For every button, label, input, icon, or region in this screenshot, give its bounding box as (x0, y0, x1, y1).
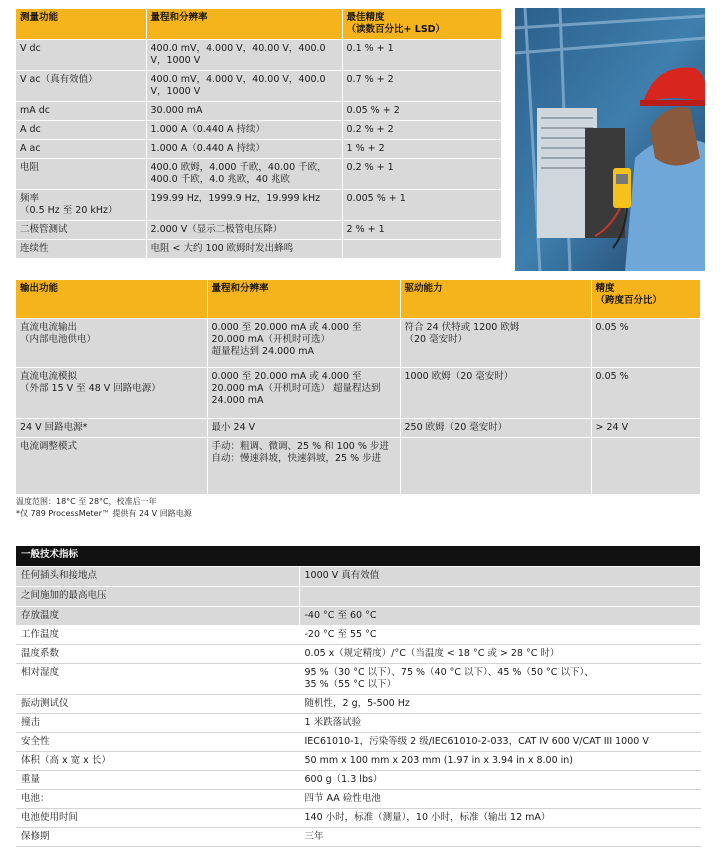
general-value: -20 °C 至 55 °C (299, 625, 700, 644)
measure-cell: 0.1 % + 1 (342, 40, 501, 71)
general-label: 重量 (16, 770, 299, 789)
table-row (16, 644, 700, 663)
measure-cell: 电阻 (16, 159, 146, 190)
measure-cell: A ac (16, 140, 146, 159)
output-cell: > 24 V (591, 418, 700, 437)
general-header: 一般技术指标 (16, 546, 700, 566)
measure-cell: 2 % + 1 (342, 221, 501, 240)
general-value: 1 米跌落试验 (299, 713, 700, 732)
table-row (16, 102, 501, 121)
measure-cell: 1.000 A（0.440 A 持续） (146, 140, 342, 159)
output-cell: 1000 欧姆（20 毫安时） (400, 367, 591, 418)
measure-header-accuracy: 最佳精度 （读数百分比+ LSD） (342, 9, 501, 40)
table-row (16, 770, 700, 789)
general-value: 600 g（1.3 lbs） (299, 770, 700, 789)
measure-cell: 二极管测试 (16, 221, 146, 240)
measure-cell: 电阻 < 大约 100 欧姆时发出蜂鸣 (146, 240, 342, 259)
measure-header-function: 测量功能 (16, 9, 146, 40)
measure-cell: 400.0 mV，4.000 V，40.00 V，400.0 V，1000 V (146, 71, 342, 102)
table-row (16, 240, 501, 259)
general-value: 140 小时，标准（测量），10 小时，标准（输出 12 mA） (299, 808, 700, 827)
output-cell: 0.05 % (591, 367, 700, 418)
output-cell: 24 V 回路电源* (16, 418, 207, 437)
table-row (16, 808, 700, 827)
output-cell: 250 欧姆（20 毫安时） (400, 418, 591, 437)
measure-cell: 0.7 % + 2 (342, 71, 501, 102)
table-row (16, 140, 501, 159)
general-value: 随机性，2 g，5-500 Hz (299, 694, 700, 713)
general-label: 振动测试仪 (16, 694, 299, 713)
measure-cell: mA dc (16, 102, 146, 121)
table-row (16, 663, 700, 694)
output-cell: 0.05 % (591, 318, 700, 367)
measure-cell: 400.0 欧姆，4.000 千欧，40.00 千欧，400.0 千欧，4.0 兆欧，40 兆欧 (146, 159, 342, 190)
general-value: 95 %（30 °C 以下）、75 %（40 °C 以下）、45 %（50 °C 以下）、 35 %（55 °C 以下） (299, 663, 700, 694)
output-cell (591, 437, 700, 494)
general-value (299, 586, 700, 606)
measure-cell: 连续性 (16, 240, 146, 259)
table-row (16, 566, 700, 586)
general-label: 安全性 (16, 732, 299, 751)
general-label: 之间施加的最高电压 (16, 586, 299, 606)
output-cell: 0.000 至 20.000 mA 或 4.000 至 20.000 mA（开机时可选） 超量程达到 24.000 mA (207, 318, 400, 367)
table-row (16, 71, 501, 102)
output-cell: 0.000 至 20.000 mA 或 4.000 至 20.000 mA（开机时可选） 超量程达到 24.000 mA (207, 367, 400, 418)
table-row (16, 732, 700, 751)
measure-cell: 0.2 % + 1 (342, 159, 501, 190)
measure-cell: V ac（真有效值） (16, 71, 146, 102)
table-row (16, 121, 501, 140)
table-row (16, 586, 700, 606)
measure-cell: 2.000 V（显示二极管电压降） (146, 221, 342, 240)
measure-cell: 频率 （0.5 Hz 至 20 kHz） (16, 190, 146, 221)
table-row (16, 713, 700, 732)
general-spec-table (16, 546, 701, 847)
table-row (16, 827, 700, 846)
table-row (16, 437, 700, 494)
table-row (16, 789, 700, 808)
general-value: 四节 AA 硷性电池 (299, 789, 700, 808)
footnote-loop-power: *仅 789 ProcessMeter™ 提供有 24 V 回路电源 (16, 509, 192, 518)
general-label: 保修期 (16, 827, 299, 846)
technician-photo (515, 8, 705, 271)
general-value: 50 mm x 100 mm x 203 mm (1.97 in x 3.94 in x 8.00 in) (299, 751, 700, 770)
measure-cell: A dc (16, 121, 146, 140)
measure-cell (342, 240, 501, 259)
output-header-accuracy: 精度 （跨度百分比） (591, 280, 700, 318)
table-row (16, 159, 501, 190)
output-cell: 手动：粗调、微调、25 % 和 100 % 步进 自动：慢速斜坡，快速斜坡，25 % 步进 (207, 437, 400, 494)
measurement-spec-table (16, 9, 502, 259)
general-label: 工作温度 (16, 625, 299, 644)
measure-cell: 1.000 A（0.440 A 持续） (146, 121, 342, 140)
general-label: 电池使用时间 (16, 808, 299, 827)
measure-cell: V dc (16, 40, 146, 71)
table-row (16, 625, 700, 644)
general-value: IEC61010-1，污染等级 2 级/IEC61010-2-033，CAT IV 600 V/CAT III 1000 V (299, 732, 700, 751)
general-value: 三年 (299, 827, 700, 846)
output-cell: 直流电流输出 （内部电池供电） (16, 318, 207, 367)
table-row (16, 367, 700, 418)
output-spec-table (16, 280, 701, 495)
general-label: 相对湿度 (16, 663, 299, 694)
measure-cell: 1 % + 2 (342, 140, 501, 159)
output-cell: 最小 24 V (207, 418, 400, 437)
output-header-function: 输出功能 (16, 280, 207, 318)
output-cell: 直流电流模拟 （外部 15 V 至 48 V 回路电源） (16, 367, 207, 418)
table-row (16, 418, 700, 437)
general-value: 1000 V 真有效值 (299, 566, 700, 586)
table-row (16, 221, 501, 240)
table-row (16, 606, 700, 625)
general-label: 任何插头和接地点 (16, 566, 299, 586)
general-label: 存放温度 (16, 606, 299, 625)
measure-cell: 199.99 Hz，1999.9 Hz，19.999 kHz (146, 190, 342, 221)
table-row (16, 190, 501, 221)
general-label: 撞击 (16, 713, 299, 732)
output-header-range: 量程和分辨率 (207, 280, 400, 318)
general-label: 电池： (16, 789, 299, 808)
measure-cell: 0.05 % + 2 (342, 102, 501, 121)
footnote-temperature: 温度范围：18°C 至 28°C，校准后一年 (16, 497, 157, 506)
general-label: 体积（高 x 宽 x 长） (16, 751, 299, 770)
table-row (16, 694, 700, 713)
table-row (16, 751, 700, 770)
output-header-drive: 驱动能力 (400, 280, 591, 318)
measure-cell: 0.005 % + 1 (342, 190, 501, 221)
measure-cell: 400.0 mV，4.000 V，40.00 V，400.0 V，1000 V (146, 40, 342, 71)
output-cell: 符合 24 伏特或 1200 欧姆 （20 毫安时） (400, 318, 591, 367)
measure-cell: 0.2 % + 2 (342, 121, 501, 140)
general-label: 温度系数 (16, 644, 299, 663)
table-row (16, 40, 501, 71)
table-row (16, 318, 700, 367)
measure-cell: 30.000 mA (146, 102, 342, 121)
output-cell (400, 437, 591, 494)
general-value: 0.05 x（规定精度）/°C（当温度 < 18 °C 或 > 28 °C 时） (299, 644, 700, 663)
output-cell: 电流调整模式 (16, 437, 207, 494)
measure-header-range: 量程和分辨率 (146, 9, 342, 40)
general-value: -40 °C 至 60 °C (299, 606, 700, 625)
